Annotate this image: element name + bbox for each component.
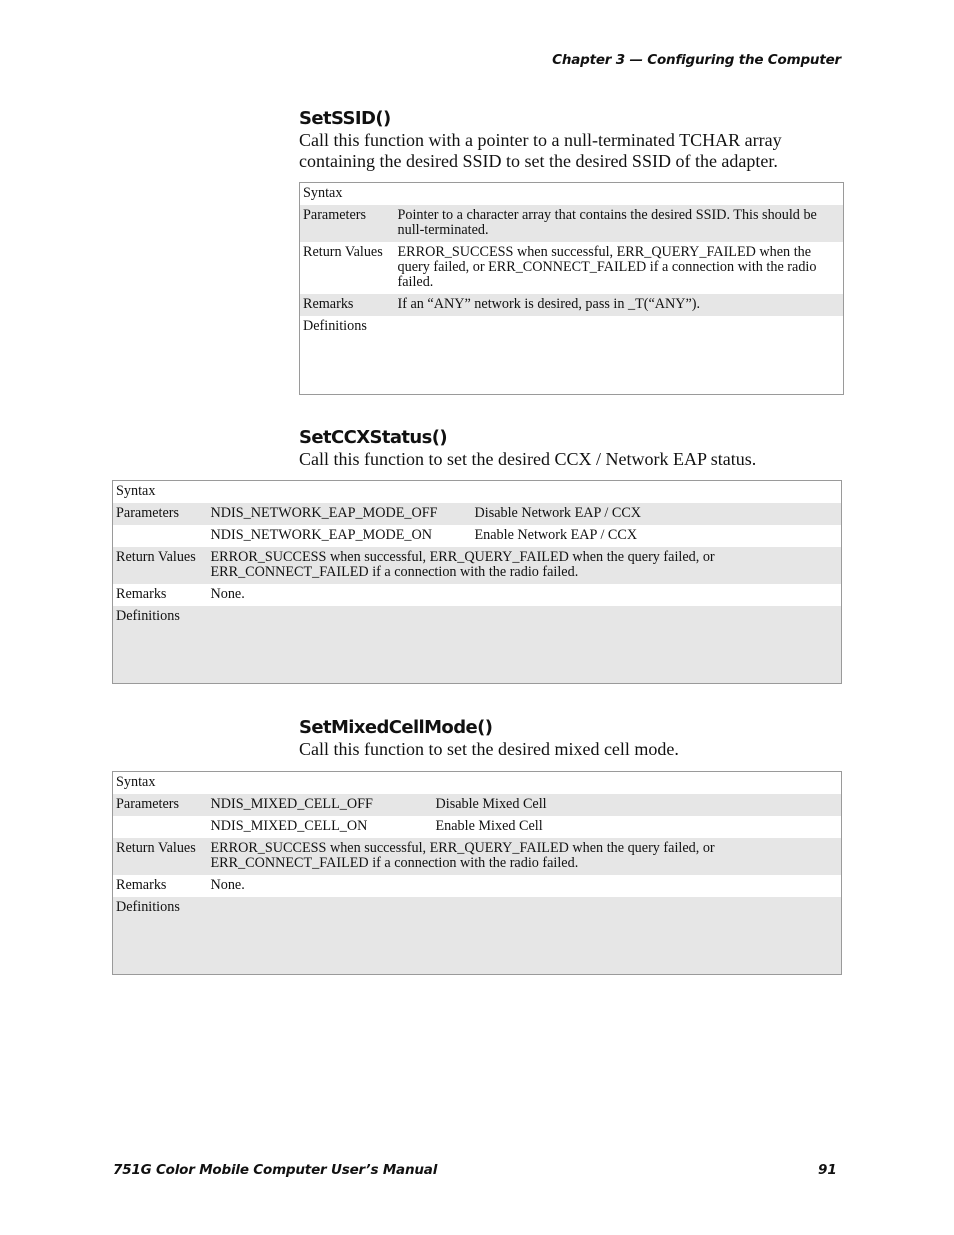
- return-values-text: ERROR_SUCCESS when successful, ERR_QUERY_FAILED when the query failed, or ERR_CONNECT_FAILED if a connection with the radio failed.: [208, 838, 842, 875]
- section-description-setmixedcellmode: Call this function to set the desired mixed cell mode.: [299, 739, 679, 759]
- table-row-syntax: [113, 481, 842, 504]
- table-row-syntax: [113, 772, 842, 795]
- setmixedcellmode-table: [112, 771, 842, 975]
- syntax-label: Syntax: [116, 483, 156, 499]
- param-description: Disable Mixed Cell: [433, 794, 842, 816]
- table-row-definitions: [113, 897, 842, 975]
- parameters-label: Parameters: [113, 503, 208, 525]
- return-values-text: ERROR_SUCCESS when successful, ERR_QUERY_FAILED when the query failed, or ERR_CONNECT_FAILED if a connection with the radio failed.: [208, 547, 842, 584]
- param-name: NDIS_NETWORK_EAP_MODE_OFF: [208, 503, 472, 525]
- table-row-definitions: [300, 316, 844, 395]
- section-title-setccxstatus: SetCCXStatus(): [299, 427, 447, 448]
- table-row-remarks: [113, 584, 842, 606]
- setccxstatus-table: [112, 480, 842, 684]
- table-row-parameters-2: [113, 525, 842, 547]
- table-row-remarks: [300, 294, 844, 316]
- return-values-label: Return Values: [113, 838, 208, 875]
- section-description-setssid: Call this function with a pointer to a null-terminated TCHAR array containing the desired SSID to set the desired SSID of the adapter.: [299, 130, 782, 171]
- table-row-parameters: [113, 503, 842, 525]
- return-values-label: Return Values: [303, 244, 383, 260]
- remarks-label: Remarks: [116, 586, 167, 602]
- remarks-text: None.: [210, 877, 245, 893]
- syntax-label: Syntax: [116, 774, 156, 790]
- param-description: Enable Network EAP / CCX: [474, 527, 638, 543]
- remarks-label: Remarks: [116, 877, 167, 893]
- section-title-setmixedcellmode: SetMixedCellMode(): [299, 717, 493, 738]
- param-name: NDIS_MIXED_CELL_OFF: [208, 794, 433, 816]
- return-values-label: Return Values: [113, 547, 208, 584]
- parameters-label: Parameters: [113, 794, 208, 816]
- parameters-text: Pointer to a character array that contains the desired SSID. This should be null-terminated.: [395, 205, 844, 242]
- param-description: Disable Network EAP / CCX: [472, 503, 842, 525]
- table-row-definitions: [113, 606, 842, 684]
- section-title-setssid: SetSSID(): [299, 108, 391, 129]
- parameters-label: Parameters: [300, 205, 395, 242]
- remarks-text: If an “ANY” network is desired, pass in _T(“ANY”).: [395, 294, 844, 316]
- remarks-text: None.: [210, 586, 245, 602]
- table-row-parameters: [300, 205, 844, 242]
- definitions-label: Definitions: [303, 318, 367, 334]
- table-row-parameters: [113, 794, 842, 816]
- definitions-label: Definitions: [113, 897, 208, 975]
- table-row-return-values: [113, 547, 842, 584]
- param-name: NDIS_MIXED_CELL_ON: [210, 818, 368, 834]
- table-row-syntax: [300, 183, 844, 206]
- remarks-label: Remarks: [300, 294, 395, 316]
- return-values-text: ERROR_SUCCESS when successful, ERR_QUERY_FAILED when the query failed, or ERR_CONNECT_FAILED if a connection with the radio failed.: [397, 244, 817, 290]
- table-row-remarks: [113, 875, 842, 897]
- definitions-label: Definitions: [113, 606, 208, 684]
- param-description: Enable Mixed Cell: [435, 818, 543, 834]
- table-row-return-values: [300, 242, 844, 294]
- setssid-table: [299, 182, 844, 395]
- running-header: Chapter 3 — Configuring the Computer: [552, 52, 841, 68]
- table-row-return-values: [113, 838, 842, 875]
- running-footer: 751G Color Mobile Computer User’s Manual: [113, 1162, 438, 1178]
- section-description-setccxstatus: Call this function to set the desired CCX / Network EAP status.: [299, 449, 757, 469]
- syntax-label: Syntax: [303, 185, 343, 201]
- param-name: NDIS_NETWORK_EAP_MODE_ON: [210, 527, 432, 543]
- page-number: 91: [818, 1162, 837, 1178]
- table-row-parameters-2: [113, 816, 842, 838]
